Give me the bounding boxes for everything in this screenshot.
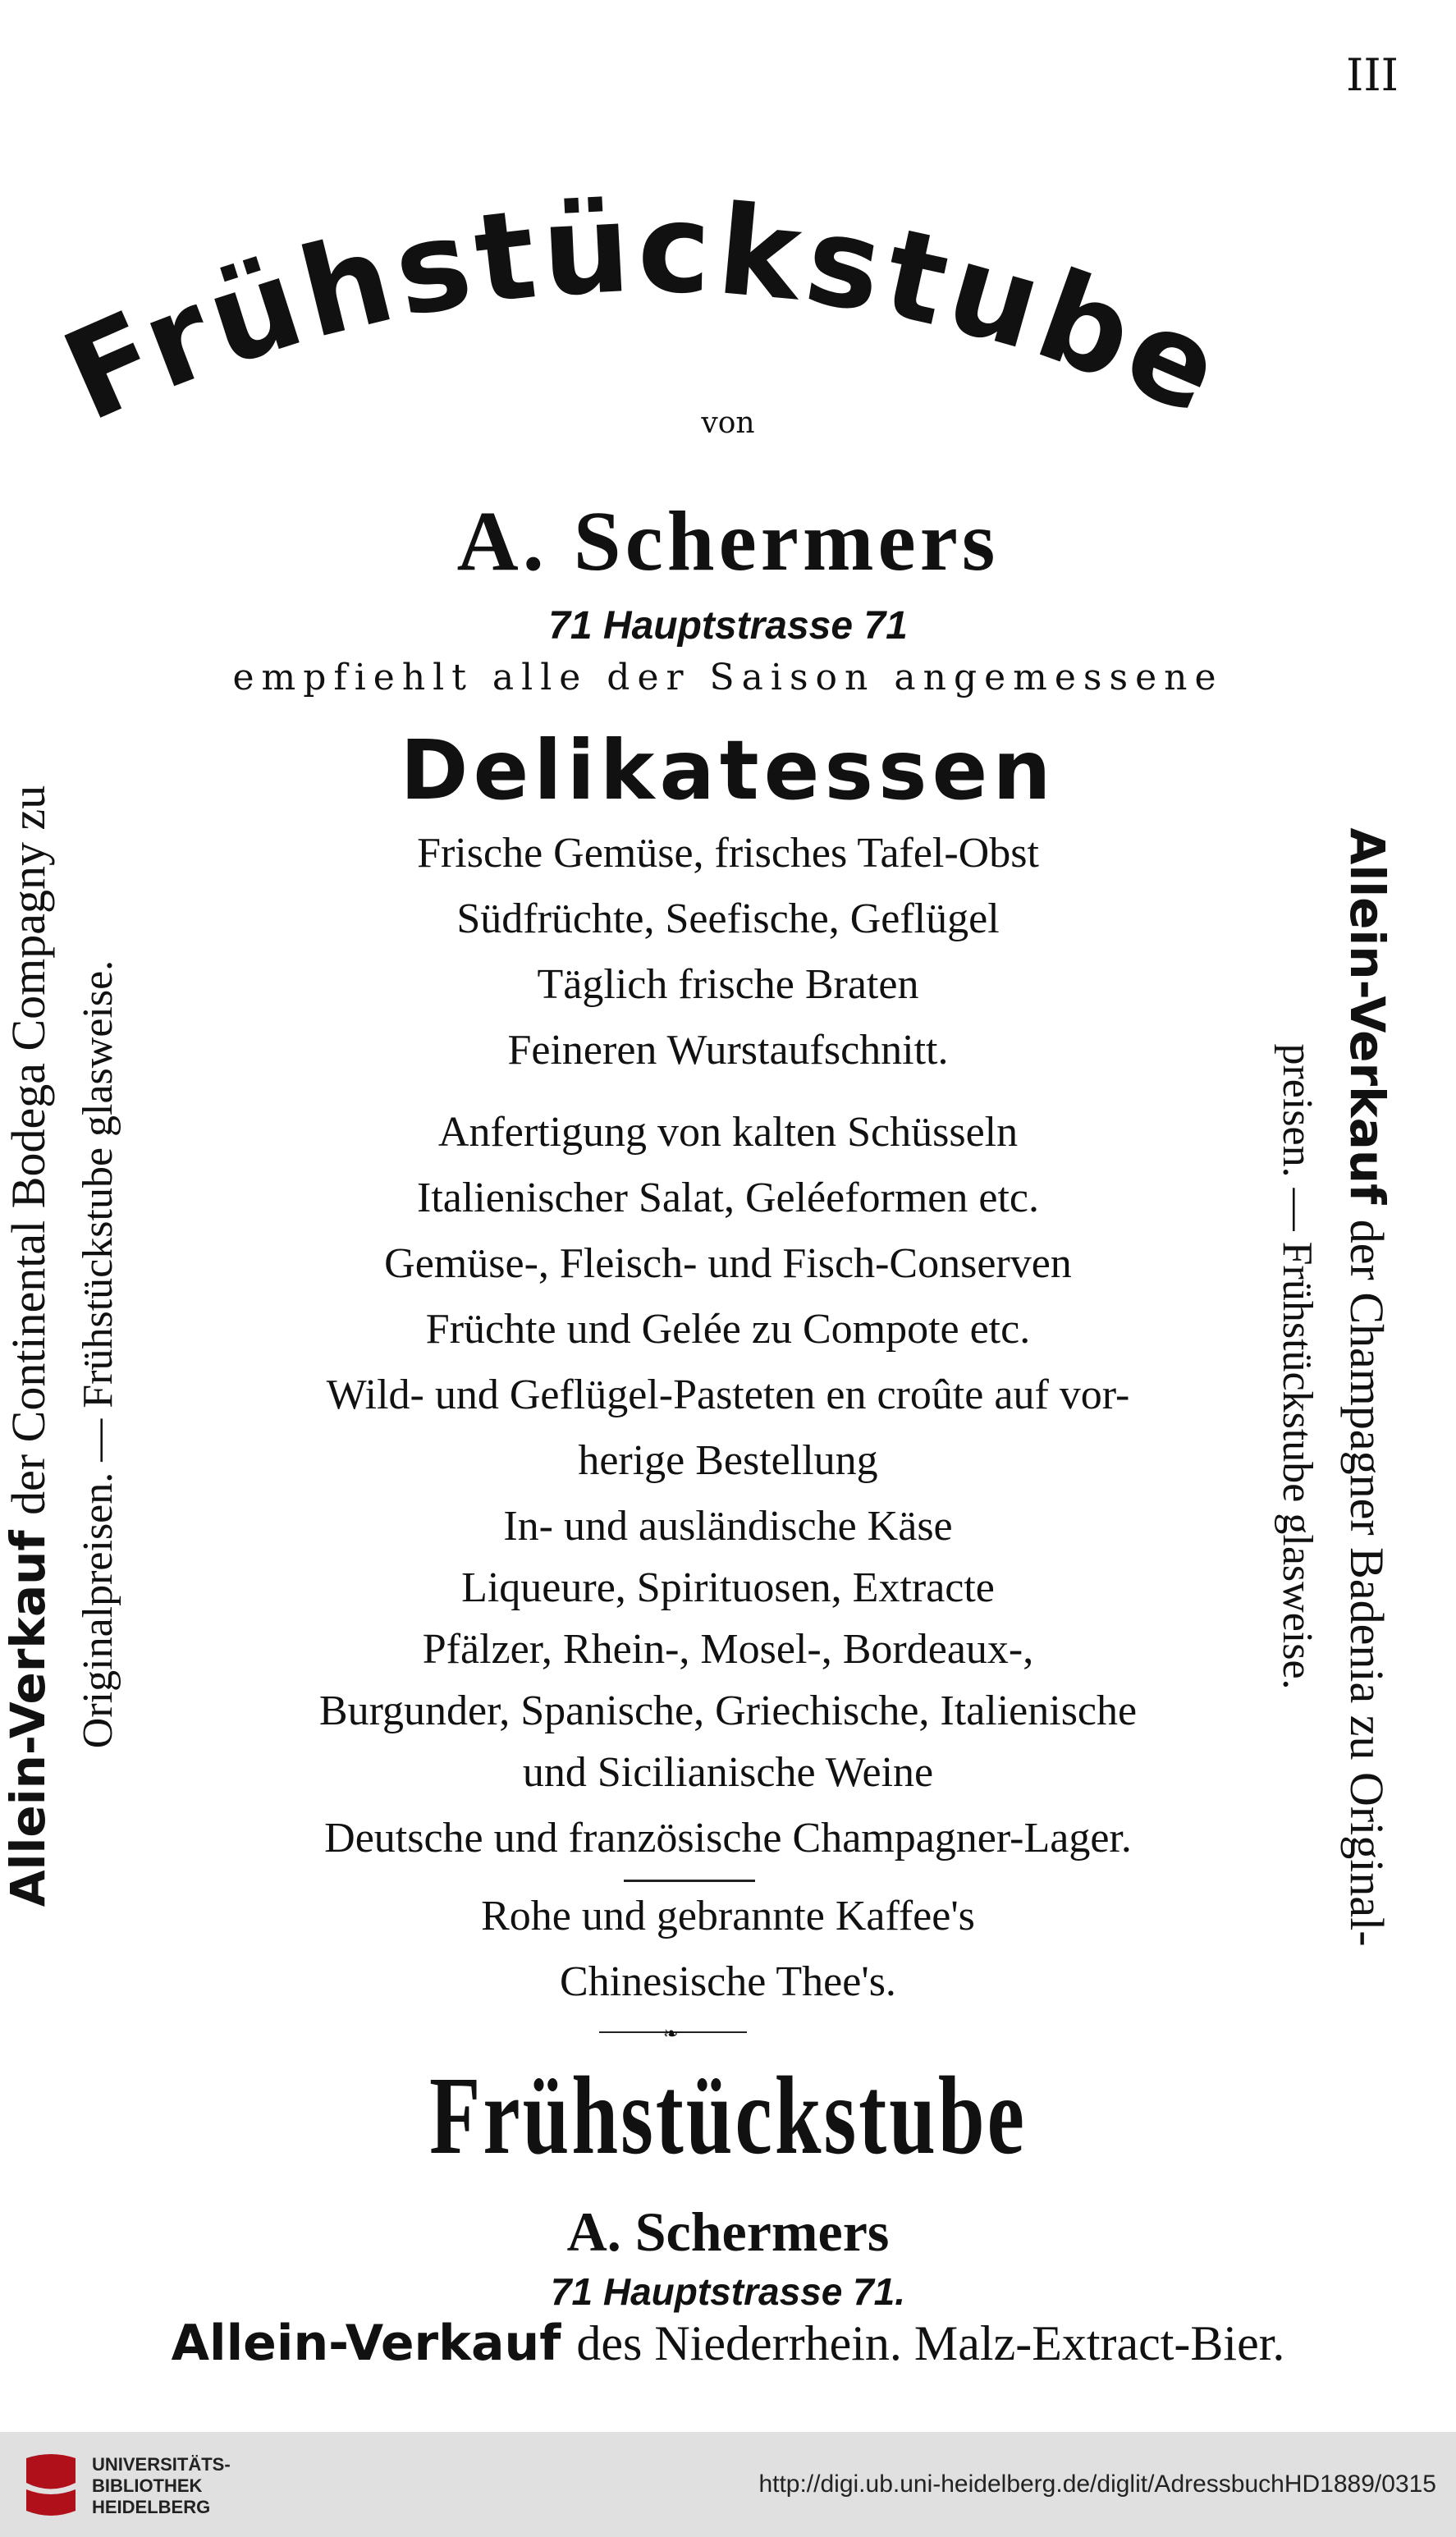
library-logo-icon [18, 2450, 84, 2519]
arched-title-path: Frühstückstube [44, 176, 1244, 450]
side-right-bold: Allein-Verkauf [1339, 827, 1395, 1205]
library-line: HEIDELBERG [92, 2497, 211, 2517]
footer-ad-address: 71 Hauptstrasse 71. [550, 2270, 906, 2313]
footer-ad-bold: Allein-Verkauf [171, 2315, 561, 2372]
list-item: Früchte und Gelée zu Compote etc. [425, 1306, 1031, 1353]
merchant-name: A. Schermers [456, 494, 1000, 588]
divider [624, 1880, 755, 1882]
list-item: Wild- und Geflügel-Pasteten en croûte auf vor- [326, 1372, 1130, 1418]
list-item: Täglich frische Braten [537, 961, 919, 1008]
footer-ad-name: A. Schermers [566, 2200, 890, 2263]
side-left-line2: Originalpreisen. — Frühstückstube glasweise. [75, 959, 121, 1749]
side-left-line1 [0, 607, 74, 2085]
footer-ad-rest: des Niederrhein. Malz-Extract-Bier. [576, 2316, 1285, 2370]
footer-ad-title: Frühstückstube [429, 2054, 1027, 2178]
library-line: BIBLIOTHEK [92, 2475, 203, 2496]
library-name [92, 2454, 231, 2518]
side-left-rest: der Continental Bodega Compagny zu [2, 785, 55, 1515]
side-left-bold: Allein-Verkauf [0, 1530, 56, 1907]
list-item: Frische Gemüse, frisches Tafel-Obst [417, 830, 1039, 877]
list-item: Südfrüchte, Seefische, Geflügel [456, 895, 1000, 942]
list-item: In- und ausländische Käse [503, 1503, 953, 1550]
side-right-line2: preisen. — Frühstückstube glasweise. [1274, 1043, 1321, 1690]
source-url[interactable]: http://digi.ub.uni-heidelberg.de/diglit/AdressbuchHD1889/0315 [758, 2471, 1436, 2498]
list-item: Rohe und gebrannte Kaffee's [481, 1893, 975, 1939]
list-item: Gemüse-, Fleisch- und Fisch-Conserven [384, 1240, 1072, 1287]
list-item: Burgunder, Spanische, Griechische, Italienische [318, 1688, 1138, 1734]
merchant-address: 71 Hauptstrasse 71 [548, 604, 908, 648]
library-line: UNIVERSITÄTS- [92, 2454, 231, 2475]
list-item: Italienischer Salat, Geléeformen etc. [417, 1175, 1039, 1221]
list-item: Anfertigung von kalten Schüsseln [437, 1109, 1019, 1156]
list-item: herige Bestellung [578, 1437, 878, 1484]
page-number: III [1346, 49, 1399, 101]
list-item: Pfälzer, Rhein-, Mosel-, Bordeaux-, [422, 1626, 1034, 1673]
list-item: und Sicilianische Weine [522, 1749, 934, 1796]
list-item: Chinesische Thee's. [560, 1958, 896, 2005]
headline: Delikatessen [400, 722, 1056, 818]
side-right-rest: der Champagner Badenia zu Original- [1340, 1219, 1394, 1947]
von-label: von [701, 406, 755, 440]
intro-text: empfiehlt alle der Saison angemessene [232, 657, 1224, 698]
side-right-line1 [1321, 624, 1395, 2150]
list-item: Feineren Wurstaufschnitt. [507, 1027, 949, 1074]
footer-ad-line [0, 2315, 1456, 2372]
ornament-icon: ❧ [663, 2024, 679, 2045]
list-item: Deutsche und französische Champagner-Lager. [324, 1815, 1132, 1862]
list-item: Liqueure, Spirituosen, Extracte [461, 1564, 995, 1611]
